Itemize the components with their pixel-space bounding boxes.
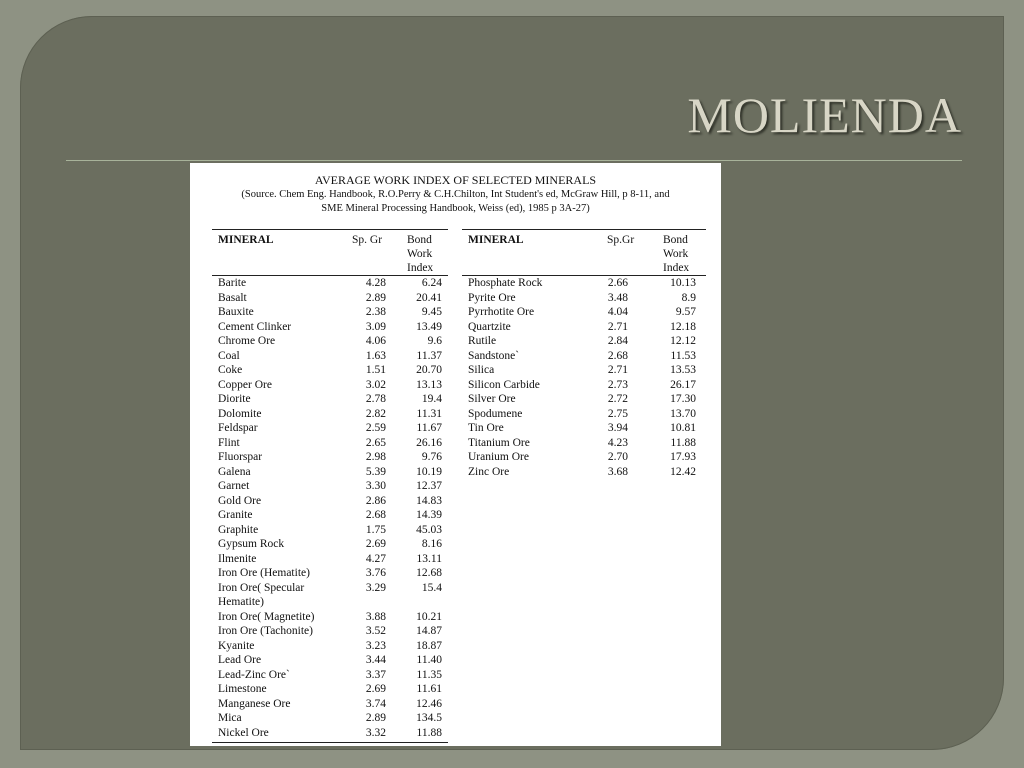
table-row [212,653,448,668]
table-title: AVERAGE WORK INDEX OF SELECTED MINERALS [314,173,597,187]
table-source-line1: (Source. Chem Eng. Handbook, R.O.Perry & C.H.Chilton, Int Student's ed, McGraw Hill, p 8-11, and [241,189,670,200]
work-index: 12.46 [416,697,442,710]
specific-gravity: 1.75 [365,523,386,536]
mineral-name: Zinc Ore [468,465,510,478]
work-index: 11.53 [670,349,696,362]
work-index: 12.18 [670,320,696,333]
right-header-bond-1: Bond [663,234,688,246]
right-table [462,229,706,479]
scanned-table-image [190,163,721,746]
right-header-mineral: MINERAL [468,234,524,246]
mineral-name: Silica [468,364,495,376]
table-row [212,508,448,523]
specific-gravity: 2.59 [365,422,386,434]
mineral-name: Gold Ore [218,494,262,507]
mineral-name: Lead Ore [218,654,262,666]
mineral-name: Bauxite [218,306,254,318]
specific-gravity: 2.65 [365,436,386,449]
work-index: 134.5 [416,712,442,724]
table-row [462,349,706,364]
specific-gravity: 3.37 [365,668,386,681]
table-row [212,392,448,407]
work-index: 19.4 [421,393,442,405]
work-index: 13.13 [416,378,442,391]
table-row [462,421,706,436]
specific-gravity: 3.02 [365,378,386,391]
mineral-name: Gypsum Rock [218,538,285,550]
mineral-name: Chrome Ore [218,335,276,347]
right-header-bond-2: Work [663,248,689,260]
work-index: 9.6 [427,335,442,347]
mineral-name: Manganese Ore [218,697,291,710]
left-header-bond-3: Index [407,262,434,274]
work-index: 13.11 [416,552,442,565]
mineral-name: Diorite [218,393,251,405]
table-row [212,479,448,494]
specific-gravity: 2.72 [607,393,628,405]
left-header-bond-1: Bond [407,234,432,246]
specific-gravity: 2.69 [365,683,386,695]
table-row [212,276,448,291]
work-index: 11.31 [416,407,442,420]
specific-gravity: 3.48 [607,291,628,304]
mineral-name: Titanium Ore [468,436,530,449]
specific-gravity: 3.52 [365,625,386,637]
table-row [462,436,706,451]
table-row [212,624,448,639]
mineral-name: Barite [218,277,247,289]
table-row [212,363,448,378]
table-row [462,305,706,320]
mineral-name: Nickel Ore [218,726,269,739]
mineral-name: Pyrite Ore [468,291,516,304]
mineral-name: Coke [218,364,243,376]
table-row [462,407,706,422]
mineral-name: Iron Ore( Magnetite) [218,610,315,623]
work-index: 10.13 [670,277,696,289]
work-index: 6.24 [421,277,442,289]
mineral-name: Quartzite [468,320,511,333]
right-header-sg: Sp.Gr [607,234,635,246]
left-table [212,229,448,749]
specific-gravity: 2.71 [607,320,628,333]
table-row [212,537,448,552]
mineral-name: Kyanite [218,639,255,652]
slide-title: MOLIENDA [687,87,962,143]
specific-gravity: 2.68 [607,349,628,362]
specific-gravity: 2.66 [607,277,628,289]
table-row [212,378,448,393]
work-index: 18.87 [416,639,442,652]
mineral-name: Feldspar [218,422,258,434]
specific-gravity: 2.78 [365,393,386,405]
table-row [212,668,448,683]
specific-gravity: 2.73 [607,378,628,391]
work-index: 20.70 [416,364,442,376]
title-divider [66,160,962,161]
mineral-name: Pyrrhotite Ore [468,306,535,318]
mineral-name: Iron Ore (Tachonite) [218,625,313,637]
mineral-name: Tin Ore [468,422,504,434]
left-table-bottom-rule [212,742,448,743]
specific-gravity: 2.71 [607,364,628,376]
left-table-top-rule [212,229,448,230]
mineral-name: Limestone [218,683,267,695]
work-index: 45.03 [416,523,442,536]
table-row [212,595,448,610]
specific-gravity: 2.68 [365,509,386,521]
mineral-name: Spodumene [468,407,523,420]
table-row [212,711,448,726]
specific-gravity: 1.63 [365,349,386,362]
mineral-name: Iron Ore( Specular [218,581,305,594]
work-index: 20.41 [416,291,442,304]
work-index: 14.87 [416,625,442,637]
mineral-name: Flint [218,436,240,449]
work-index: 13.49 [416,320,442,333]
specific-gravity: 4.27 [365,552,386,565]
table-row [462,291,706,306]
mineral-name: Basalt [218,291,247,304]
table-row [462,450,706,465]
table-row [212,610,448,625]
mineral-name: Dolomite [218,407,262,420]
table-row [212,552,448,567]
right-header-bond [663,233,689,275]
table-row [212,465,448,480]
work-index: 11.88 [416,726,442,739]
table-row [212,726,448,741]
mineral-name: Rutile [468,335,497,347]
table-row [212,407,448,422]
table-row [212,639,448,654]
mineral-name: Uranium Ore [468,451,529,463]
table-row [462,378,706,393]
mineral-name: Ilmenite [218,552,257,565]
mineral-name: Silver Ore [468,393,516,405]
specific-gravity: 3.23 [365,639,386,652]
work-index: 17.93 [670,451,696,463]
work-index: 11.37 [416,349,442,362]
table-source [190,188,721,216]
right-table-top-rule [462,229,706,230]
mineral-name: Granite [218,509,253,521]
table-row [462,320,706,335]
specific-gravity: 4.06 [365,335,386,347]
work-index: 9.57 [675,306,696,318]
table-row [212,450,448,465]
table-row [212,581,448,596]
work-index: 26.17 [670,378,696,391]
work-index: 15.4 [421,581,442,594]
left-header-bond [407,233,433,275]
table-row [212,291,448,306]
specific-gravity: 2.86 [365,494,386,507]
specific-gravity: 3.32 [365,726,386,739]
work-index: 11.88 [670,436,696,449]
work-index: 10.19 [416,465,442,478]
work-index: 14.39 [416,509,442,521]
mineral-name: Phosphate Rock [468,277,543,289]
left-header-sg: Sp. Gr [352,234,383,246]
table-row [462,392,706,407]
mineral-name: Fluorspar [218,451,263,463]
specific-gravity: 3.44 [365,654,386,666]
mineral-name: Graphite [218,523,259,536]
specific-gravity: 2.38 [365,306,386,318]
table-row [212,494,448,509]
mineral-name: Copper Ore [218,378,272,391]
table-row [212,334,448,349]
work-index: 14.83 [416,494,442,507]
table-row [462,334,706,349]
specific-gravity: 4.28 [365,277,386,289]
table-row [212,349,448,364]
mineral-name: Hematite) [218,596,264,608]
specific-gravity: 3.74 [365,697,386,710]
mineral-name: Mica [218,712,242,724]
mineral-name: Silicon Carbide [468,378,540,391]
work-index: 12.68 [416,567,442,579]
specific-gravity: 3.88 [365,610,386,623]
specific-gravity: 2.89 [365,291,386,304]
table-row [212,421,448,436]
table-row [212,436,448,451]
work-index: 8.9 [681,291,696,304]
mineral-name: Sandstone` [468,349,520,362]
work-index: 13.53 [670,364,696,376]
left-header-mineral: MINERAL [218,234,274,246]
table-row [212,697,448,712]
work-index: 17.30 [670,393,696,405]
specific-gravity: 2.98 [365,451,386,463]
specific-gravity: 2.70 [607,451,628,463]
work-index: 11.61 [416,683,442,695]
specific-gravity: 2.89 [365,712,386,724]
specific-gravity: 3.09 [365,320,386,333]
table-row [462,276,706,291]
work-index: 8.16 [421,538,442,550]
specific-gravity: 2.75 [607,407,628,420]
work-index: 10.81 [670,422,696,434]
specific-gravity: 3.76 [365,567,386,579]
work-index: 12.12 [670,335,696,347]
work-index: 10.21 [416,610,442,623]
specific-gravity: 3.94 [607,422,628,434]
mineral-name: Cement Clinker [218,320,292,333]
specific-gravity: 3.30 [365,480,386,492]
specific-gravity: 4.23 [607,436,628,449]
work-index: 12.37 [416,480,442,492]
table-row [212,523,448,538]
specific-gravity: 5.39 [365,465,386,478]
specific-gravity: 4.04 [607,306,628,318]
mineral-name: Lead-Zinc Ore` [218,668,290,681]
table-row [462,363,706,378]
work-index: 13.70 [670,407,696,420]
left-header-bond-2: Work [407,248,433,260]
specific-gravity: 2.69 [365,538,386,550]
mineral-name: Galena [218,465,251,478]
work-index: 26.16 [416,436,442,449]
table-row [212,566,448,581]
specific-gravity: 3.68 [607,465,628,478]
work-index: 11.67 [416,422,442,434]
right-header-bond-3: Index [663,262,690,274]
work-index: 12.42 [670,465,696,478]
specific-gravity: 2.84 [607,335,628,347]
table-row [462,465,706,480]
table-row [212,682,448,697]
mineral-name: Coal [218,349,240,362]
specific-gravity: 1.51 [365,364,386,376]
mineral-name: Garnet [218,480,250,492]
table-source-line2: SME Mineral Processing Handbook, Weiss (ed), 1985 p 3A-27) [321,203,590,214]
mineral-name: Iron Ore (Hematite) [218,567,310,579]
work-index: 9.76 [421,451,442,463]
work-index: 11.40 [416,654,442,666]
table-row [212,320,448,335]
work-index: 9.45 [421,306,442,318]
specific-gravity: 3.29 [365,581,386,594]
work-index: 11.35 [416,668,442,681]
table-row [212,305,448,320]
specific-gravity: 2.82 [365,407,386,420]
